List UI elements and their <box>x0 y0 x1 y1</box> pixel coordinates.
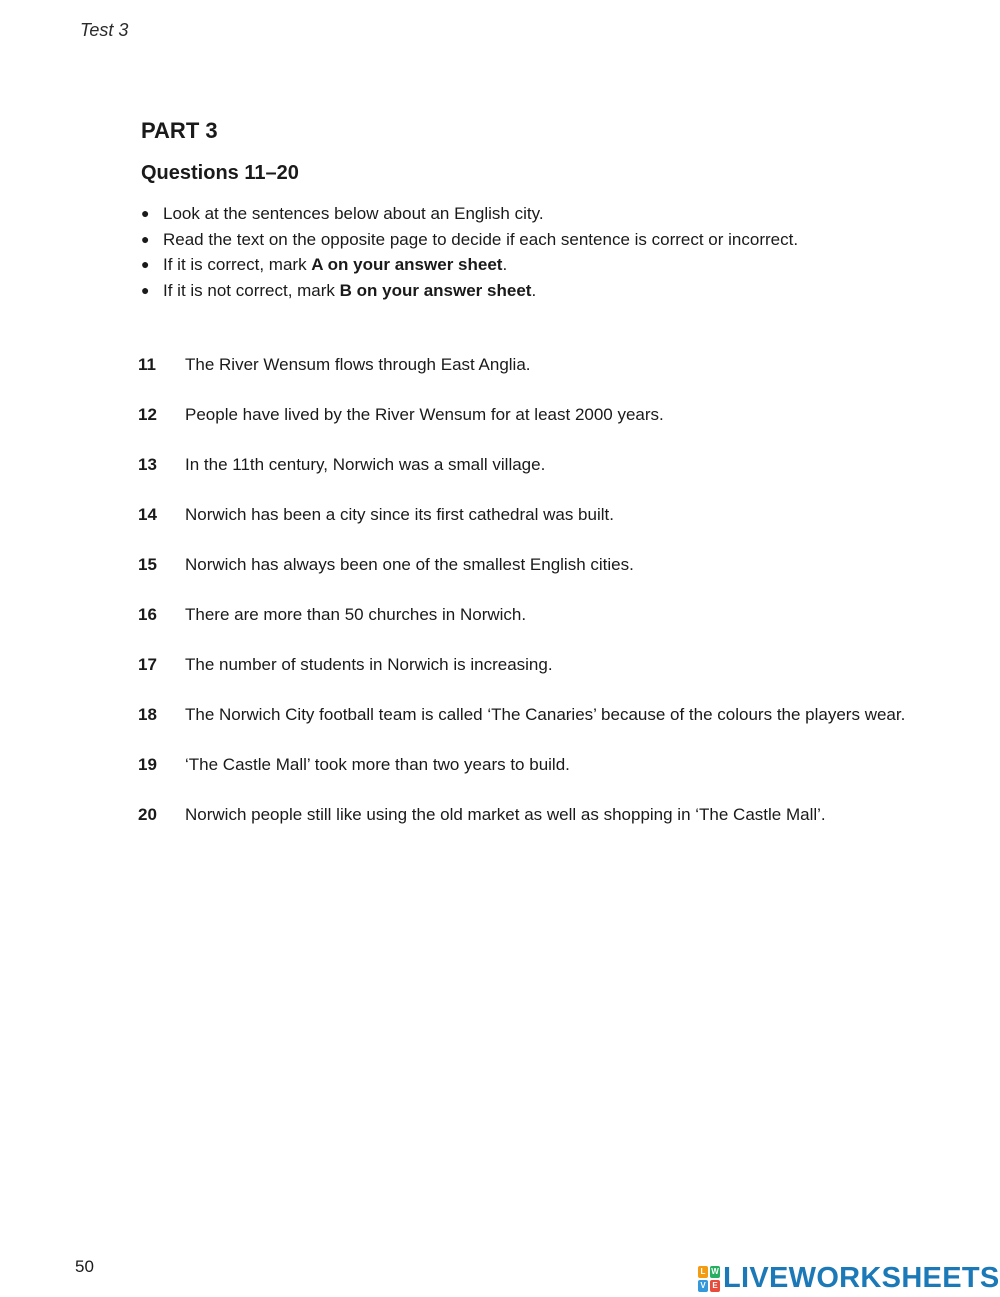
question-text: The number of students in Norwich is increasing. <box>185 655 553 674</box>
logo-tile: W <box>711 1266 719 1276</box>
bullet-icon: ● <box>141 256 150 272</box>
instruction-text: Read the text on the opposite page to decide if each sentence is correct or incorrect. <box>163 229 799 249</box>
question-list <box>138 352 978 852</box>
question-text: There are more than 50 churches in Norwich. <box>185 605 527 624</box>
question-item <box>138 702 978 727</box>
question-text: Norwich people still like using the old market as well as shopping in ‘The Castle Mall’. <box>185 805 826 824</box>
question-text: The River Wensum flows through East Anglia. <box>185 355 531 374</box>
question-item <box>138 402 978 427</box>
instruction-item <box>141 278 941 304</box>
logo-tile: V <box>698 1280 708 1292</box>
question-number: 20 <box>138 805 157 824</box>
question-number: 16 <box>138 605 157 624</box>
part-title: PART 3 <box>141 118 218 143</box>
questions-title: Questions 11–20 <box>141 162 299 184</box>
instruction-item <box>141 227 941 253</box>
instruction-text: If it is not correct, mark <box>163 280 340 300</box>
question-number: 13 <box>138 455 157 474</box>
question-number: 17 <box>138 655 157 674</box>
question-number: 19 <box>138 755 157 774</box>
question-number: 18 <box>138 705 157 724</box>
question-text: Norwich has been a city since its first cathedral was built. <box>185 505 614 524</box>
question-number: 14 <box>138 505 157 524</box>
logo-tile: L <box>698 1266 708 1278</box>
bullet-icon: ● <box>141 205 150 221</box>
question-item <box>138 502 978 527</box>
question-number: 12 <box>138 405 157 424</box>
liveworksheets-logo[interactable] <box>698 1262 1000 1295</box>
logo-text: LIVEWORKSHEETS <box>723 1262 1000 1294</box>
question-item <box>138 352 978 377</box>
page-number: 50 <box>75 1257 94 1276</box>
question-item <box>138 652 978 677</box>
instruction-item <box>141 252 941 278</box>
question-text: Norwich has always been one of the smallest English cities. <box>185 555 634 574</box>
instruction-emphasis: A on your answer sheet <box>311 255 503 274</box>
instruction-item <box>141 201 941 227</box>
question-number: 11 <box>138 355 156 374</box>
question-item <box>138 752 978 777</box>
liveworksheets-logo-icon <box>698 1266 720 1292</box>
instruction-text: Look at the sentences below about an English city. <box>163 204 544 223</box>
bullet-icon: ● <box>141 230 150 247</box>
question-text: The Norwich City football team is called ‘The Canaries’ because of the colours the players wear. <box>185 705 906 724</box>
question-text: ‘The Castle Mall’ took more than two years to build. <box>185 755 570 774</box>
instruction-text-end: . <box>531 280 537 300</box>
bullet-icon: ● <box>141 281 150 298</box>
question-number: 15 <box>138 555 157 574</box>
question-item <box>138 802 978 827</box>
question-text: People have lived by the River Wensum for at least 2000 years. <box>185 405 664 424</box>
logo-tile: E <box>710 1280 720 1292</box>
page-header-test-label: Test 3 <box>80 20 129 40</box>
question-item <box>138 552 978 577</box>
instruction-emphasis: B on your answer sheet <box>339 280 532 300</box>
question-item <box>138 602 978 627</box>
question-item <box>138 452 978 477</box>
instruction-text: If it is correct, mark <box>163 255 312 274</box>
question-text: In the 11th century, Norwich was a small village. <box>185 455 546 474</box>
instruction-text-end: . <box>502 255 508 274</box>
instructions-list <box>141 201 941 303</box>
